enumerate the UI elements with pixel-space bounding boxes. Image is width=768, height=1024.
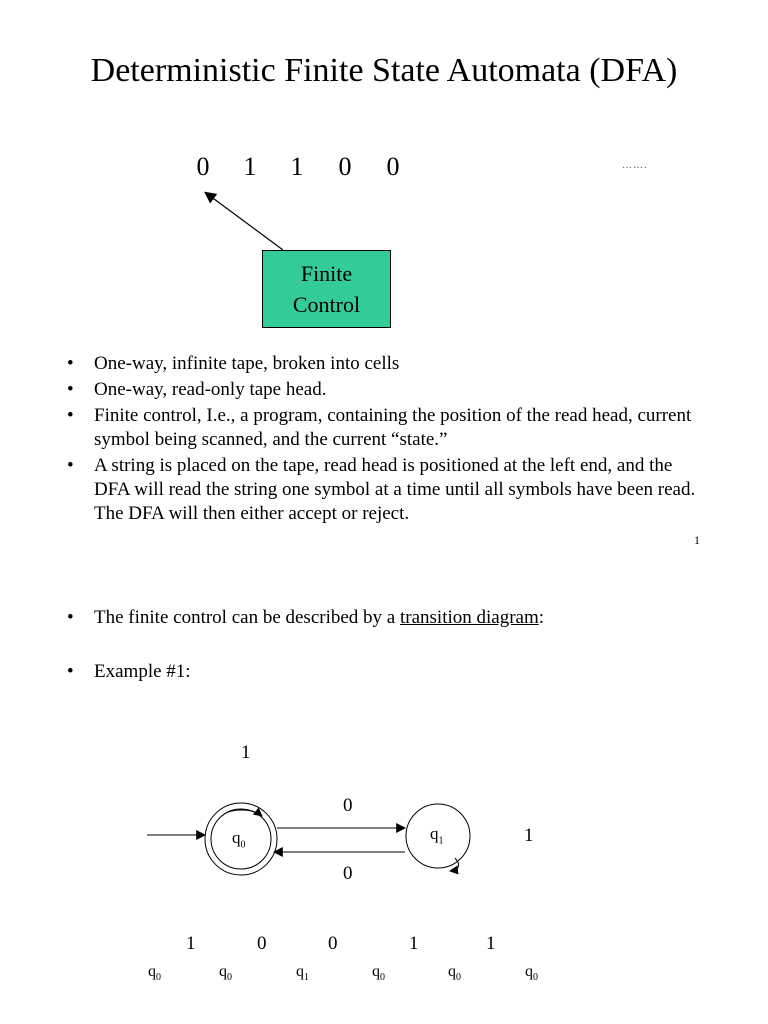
state-q1-label: $q_1$ <box>430 824 444 847</box>
trace-input: 0 <box>257 933 267 954</box>
bullet-list-transition <box>62 606 712 686</box>
tape-ellipsis: ……. <box>622 160 648 171</box>
trace-state: $q_0$ <box>148 963 161 984</box>
trace-state: $q_0$ <box>448 963 461 984</box>
transition-diagram-term: transition diagram <box>400 607 539 628</box>
list-item: • One-way, infinite tape, broken into cells <box>62 352 712 376</box>
trace-input: 1 <box>186 933 196 954</box>
tape-symbol: 0 <box>386 152 400 181</box>
list-item: • Example #1: <box>62 660 712 684</box>
trace-input: 0 <box>328 933 338 954</box>
trace-input: 1 <box>486 933 496 954</box>
state-q0-label: $q_0$ <box>232 828 246 851</box>
tape-symbol: 0 <box>196 152 210 181</box>
label-q1-to-q0: 0 <box>343 863 353 884</box>
tape-symbol: 1 <box>290 152 304 181</box>
trace-state: $q_1$ <box>296 963 309 984</box>
label-loop-q0: 1 <box>241 742 251 763</box>
label-loop-q1: 1 <box>524 825 534 846</box>
trace-state: $q_0$ <box>372 963 385 984</box>
label-q0-to-q1: 0 <box>343 795 353 816</box>
page-number: 1 <box>694 533 700 547</box>
list-item: • One-way, read-only tape head. <box>62 378 712 402</box>
list-item: • A string is placed on the tape, read head is positioned at the left end, and the DFA will read the string one symbol at a time until all symbols have been read. The DFA will then either accept or reject. <box>62 454 712 526</box>
tape-symbol: 0 <box>338 152 352 181</box>
tape-symbol: 1 <box>243 152 257 181</box>
page-title: Deterministic Finite State Automata (DFA) <box>90 52 678 89</box>
finite-control-line1: Finite <box>300 261 353 286</box>
trace-state: $q_0$ <box>525 963 538 984</box>
list-item: • The finite control can be described by a transition diagram: <box>62 606 712 630</box>
finite-control-box <box>262 250 391 328</box>
finite-control-line2: Control <box>292 292 361 317</box>
bullet-list-description <box>62 352 712 528</box>
trace-state: $q_0$ <box>219 963 232 984</box>
list-item: • Finite control, I.e., a program, containing the position of the read head, current symbol being scanned, and the current “state.” <box>62 404 712 452</box>
trace-input: 1 <box>409 933 419 954</box>
transition-diagram <box>0 730 768 890</box>
